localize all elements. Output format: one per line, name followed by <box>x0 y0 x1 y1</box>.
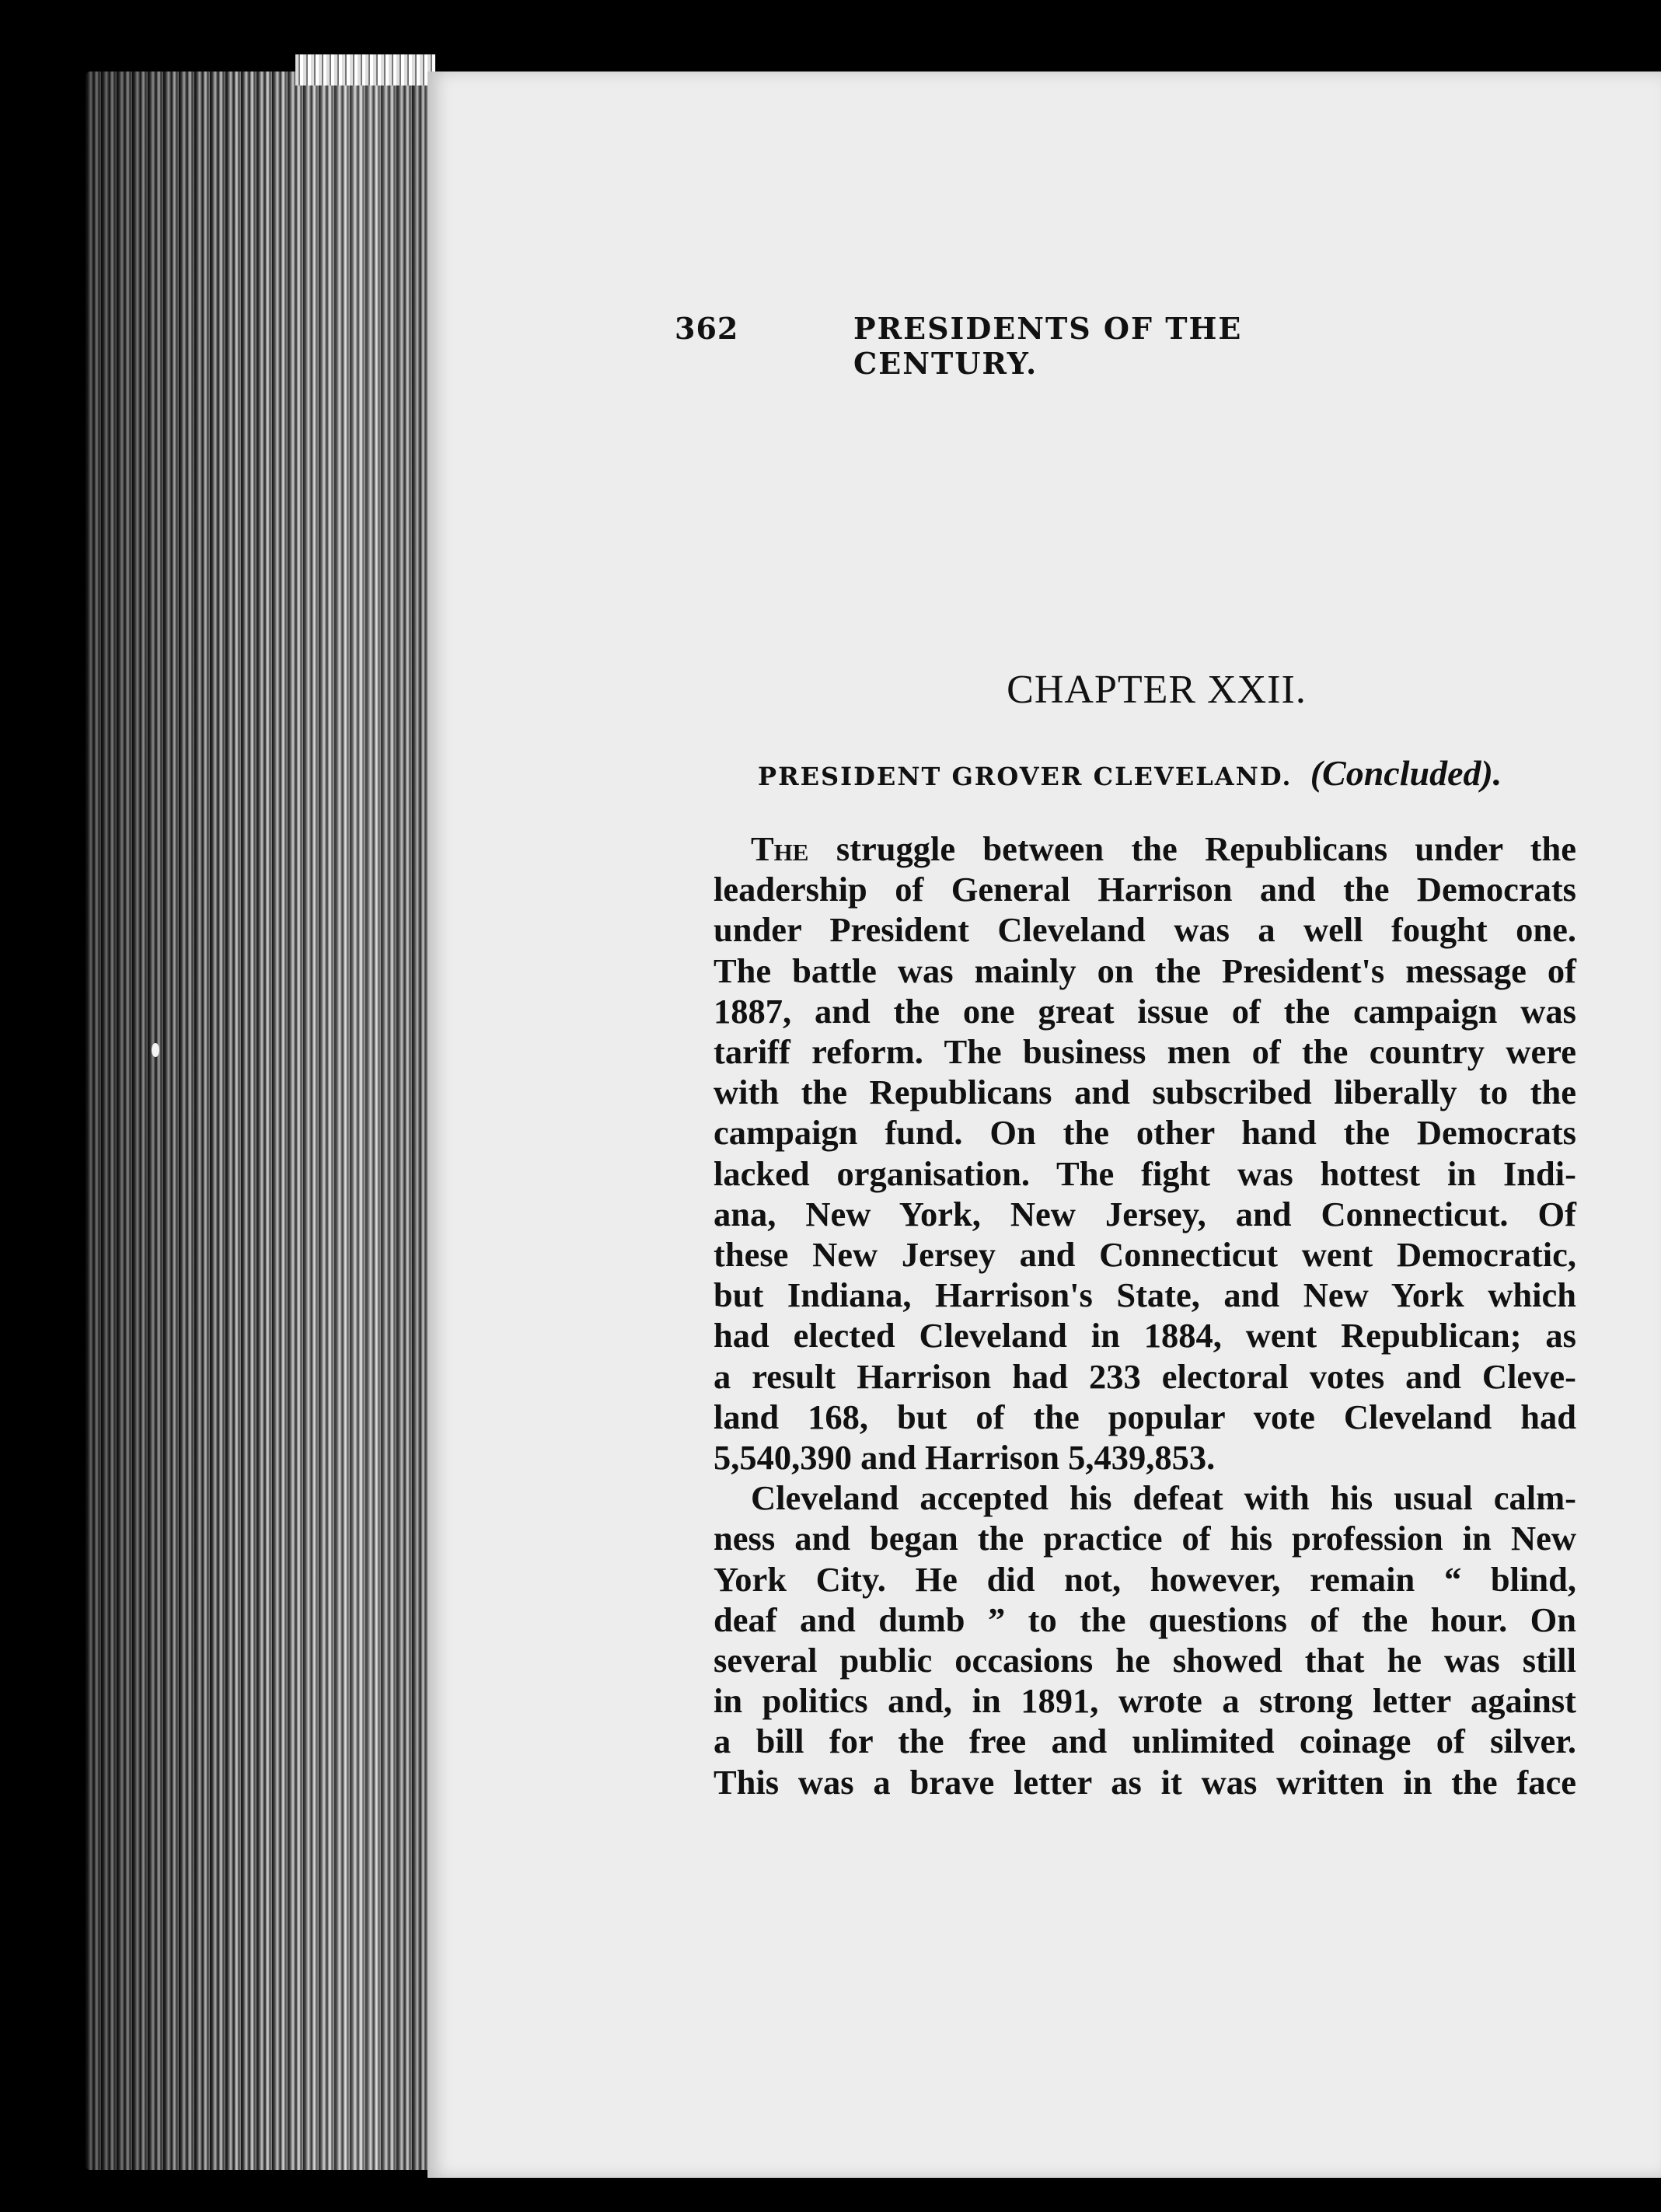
body-text <box>714 829 1576 1802</box>
text-line: Cleveland accepted his defeat with his usual calm- <box>751 1478 1576 1518</box>
book-page-edges-top <box>295 54 435 85</box>
text-line: tariff reform. The business men of the country were <box>714 1032 1576 1072</box>
text-line: deaf and dumb ” to the questions of the hour. On <box>714 1600 1576 1639</box>
text-line: leadership of General Harrison and the Democrats <box>714 870 1576 909</box>
paragraph-2 <box>714 1478 1576 1802</box>
paragraph-1 <box>714 829 1576 1478</box>
chapter-heading: CHAPTER XXII. <box>1007 668 1307 712</box>
text-line: lacked organisation. The fight was hottest in Indi- <box>714 1153 1576 1193</box>
text-line: land 168, but of the popular vote Cleveland had <box>714 1397 1576 1436</box>
text-line: a bill for the free and unlimited coinage of silver. <box>714 1722 1576 1761</box>
page-number: 362 <box>675 311 739 346</box>
text-line: ness and began the practice of his profession in New <box>714 1519 1576 1558</box>
page-edge-mark <box>152 1043 159 1057</box>
text-line: 1887, and the one great issue of the campaign was <box>714 991 1576 1031</box>
running-title: PRESIDENTS OF THE CENTURY. <box>853 311 1243 381</box>
text-line: This was a brave letter as it was written in the face <box>714 1762 1576 1802</box>
paragraph-lead-word: The <box>751 829 809 868</box>
text-line: had elected Cleveland in 1884, went Republican; as <box>714 1316 1576 1355</box>
text-line: but Indiana, Harrison's State, and New York which <box>714 1275 1576 1315</box>
text-line: these New Jersey and Connecticut went Democratic, <box>714 1235 1576 1275</box>
text-line: a result Harrison had 233 electoral votes and Cleve- <box>714 1356 1576 1396</box>
text-line: ana, New York, New Jersey, and Connecticut. Of <box>714 1194 1576 1233</box>
chapter-subtitle-text: PRESIDENT GROVER CLEVELAND. <box>758 762 1293 791</box>
chapter-subtitle-note: (Concluded). <box>1310 753 1502 793</box>
text-line: York City. He did not, however, remain “ blind, <box>714 1559 1576 1599</box>
book-page-edges <box>85 72 435 2170</box>
text-line: 5,540,390 and Harrison 5,439,853. <box>714 1438 1216 1478</box>
text-line: with the Republicans and subscribed liberally to the <box>714 1073 1576 1112</box>
text-line: The struggle between the Republicans under the <box>751 829 1576 868</box>
text-line: campaign fund. On the other hand the Democrats <box>714 1113 1576 1153</box>
text-line: The battle was mainly on the President's message of <box>714 951 1576 990</box>
text-line: several public occasions he showed that he was still <box>714 1641 1576 1680</box>
text-line: in politics and, in 1891, wrote a strong letter against <box>714 1681 1576 1721</box>
chapter-subtitle <box>758 752 1502 794</box>
text-line: under President Cleveland was a well fought one. <box>714 910 1576 950</box>
